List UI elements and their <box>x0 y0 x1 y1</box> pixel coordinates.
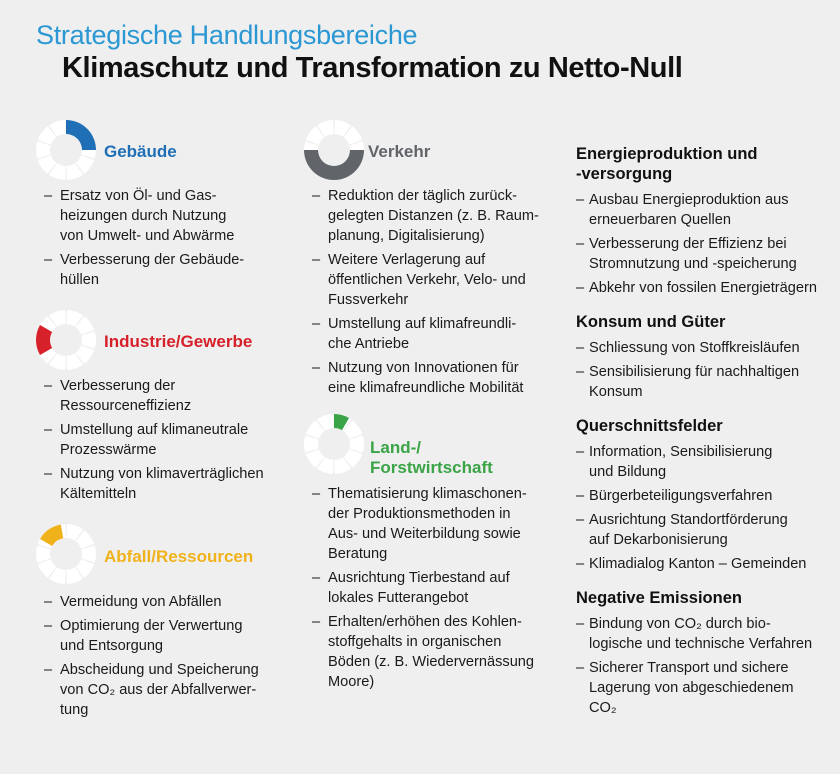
donut-segment <box>81 331 96 348</box>
donut-land-icon <box>302 412 366 476</box>
list-item: – Bindung von CO₂ durch bio- logische und technische Verfahren <box>576 614 836 654</box>
donut-segment <box>304 435 319 452</box>
section-energie <box>576 144 836 298</box>
list-item: – Verbesserung der Effizienz bei Stromnutzung und -speicherung <box>576 234 836 274</box>
list-abfall <box>34 592 304 724</box>
list-item: – Vermeidung von Abfällen <box>34 592 304 612</box>
list-industrie <box>34 376 304 508</box>
list-item: – Umstellung auf klimafreundli- che Antriebe <box>302 314 564 354</box>
list-item: – Verbesserung der Ressourceneffizienz <box>34 376 304 416</box>
section-title-industrie: Industrie/Gewerbe <box>104 332 253 351</box>
donut-highlight <box>304 150 364 180</box>
section-title-land: Land-/ Forstwirtschaft <box>370 438 493 477</box>
list-gebaeude <box>34 186 294 294</box>
list-item: – Bürgerbeteiligungsverfahren <box>576 486 836 506</box>
list-energie <box>576 190 836 298</box>
list-item: – Nutzung von Innovationen für eine klimafreundliche Mobilität <box>302 358 564 398</box>
section-title-konsum: Konsum und Güter <box>576 313 726 331</box>
donut-industrie-icon <box>34 308 98 372</box>
list-item: – Weitere Verlagerung auf öffentlichen Verkehr, Velo- und Fussverkehr <box>302 250 564 310</box>
donut-segment <box>36 545 51 562</box>
section-title-gebaeude: Gebäude <box>104 142 177 161</box>
list-item: – Information, Sensibilisierung und Bildung <box>576 442 836 482</box>
section-negativ <box>576 588 836 718</box>
donut-segment <box>349 435 364 452</box>
list-item: – Erhalten/erhöhen des Kohlen- stoffgehalts in organischen Böden (z. B. Wiedervernässung Moore) <box>302 612 564 692</box>
list-land <box>302 484 564 696</box>
list-item: – Ausrichtung Tierbestand auf lokales Futterangebot <box>302 568 564 608</box>
list-item: – Abscheidung und Speicherung von CO₂ aus der Abfallverwer- tung <box>34 660 304 720</box>
list-querschnitt <box>576 442 836 574</box>
list-item: – Ausrichtung Standortförderung auf Dekarbonisierung <box>576 510 836 550</box>
list-item: – Optimierung der Verwertung und Entsorgung <box>34 616 304 656</box>
page-title: Klimaschutz und Transformation zu Netto-Null <box>62 52 683 84</box>
section-title-energie: Energieproduktion und -versorgung <box>576 145 758 183</box>
section-konsum <box>576 312 836 402</box>
section-title-abfall: Abfall/Ressourcen <box>104 547 254 566</box>
column-right <box>576 144 836 732</box>
list-item: – Sensibilisierung für nachhaltigen Konsum <box>576 362 836 402</box>
list-verkehr <box>302 186 564 402</box>
list-konsum <box>576 338 836 402</box>
donut-abfall-icon <box>34 522 98 586</box>
section-title-verkehr: Verkehr <box>368 142 431 161</box>
section-querschnitt <box>576 416 836 574</box>
list-item: – Ersatz von Öl- und Gas- heizungen durch Nutzung von Umwelt- und Abwärme <box>34 186 294 246</box>
page-supertitle: Strategische Handlungsbereiche <box>36 20 418 50</box>
list-item: – Ausbau Energieproduktion aus erneuerbaren Quellen <box>576 190 836 230</box>
list-item: – Abkehr von fossilen Energieträgern <box>576 278 836 298</box>
section-title-querschnitt: Querschnittsfelder <box>576 417 723 435</box>
list-item: – Verbesserung der Gebäude- hüllen <box>34 250 294 290</box>
list-item: – Nutzung von klimaverträglichen Kältemitteln <box>34 464 304 504</box>
donut-highlight <box>66 120 96 150</box>
list-item: – Reduktion der täglich zurück- gelegten Distanzen (z. B. Raum- planung, Digitalisierung) <box>302 186 564 246</box>
list-item: – Klimadialog Kanton – Gemeinden <box>576 554 836 574</box>
section-title-negativ: Negative Emissionen <box>576 589 742 607</box>
list-item: – Schliessung von Stoffkreisläufen <box>576 338 836 358</box>
list-item: – Thematisierung klimaschonen- der Produktionsmethoden in Aus- und Weiterbildung sowie Beratung <box>302 484 564 564</box>
donut-segment <box>81 545 96 562</box>
list-item: – Umstellung auf klimaneutrale Prozesswärme <box>34 420 304 460</box>
list-item: – Sicherer Transport und sichere Lagerung von abgeschiedenem CO₂ <box>576 658 836 718</box>
donut-segment <box>36 141 51 158</box>
list-negativ <box>576 614 836 718</box>
donut-verkehr-icon <box>302 118 366 182</box>
donut-gebaeude-icon <box>34 118 98 182</box>
